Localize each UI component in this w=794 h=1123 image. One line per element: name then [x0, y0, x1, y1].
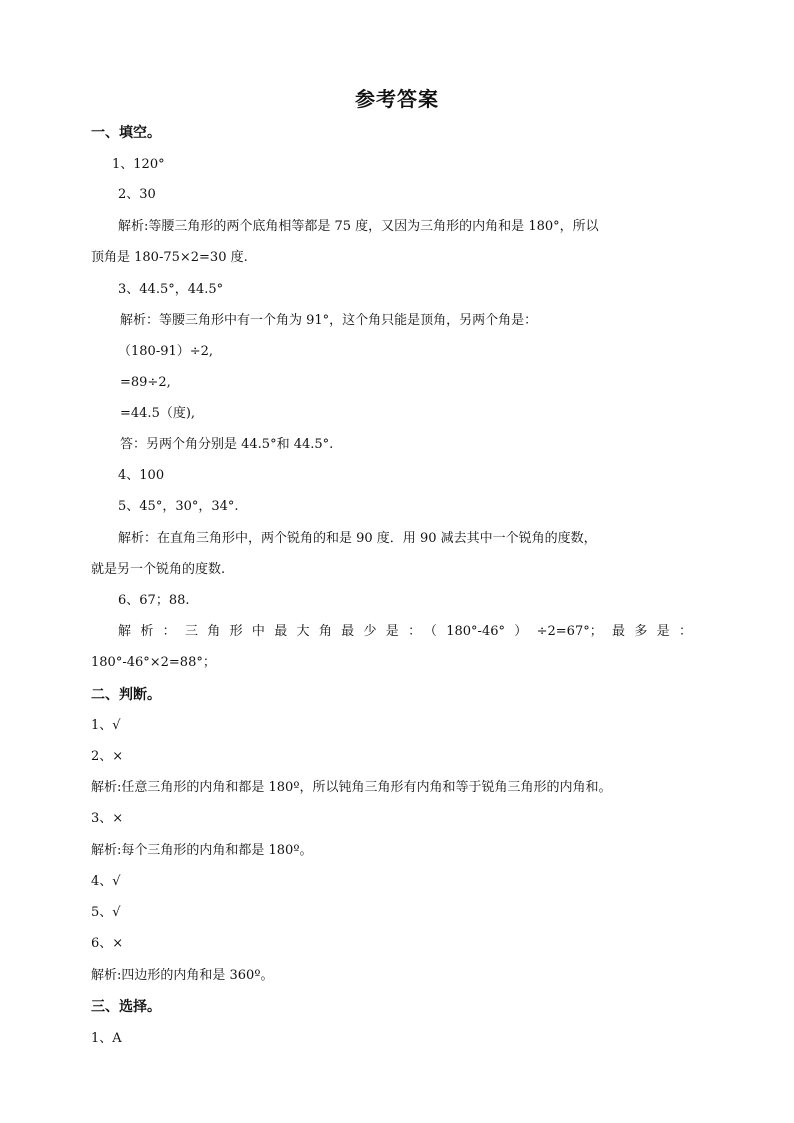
answer-2-5: 5、√: [91, 905, 121, 920]
answer-2-6: 6、×: [91, 936, 124, 951]
section-heading-true-false: 二、判断。: [91, 687, 161, 703]
page-title: 参考答案: [355, 87, 439, 111]
answer-2-4: 4、√: [91, 874, 121, 889]
explanation-1-5-line2: 就是另一个锐角的度数.: [91, 562, 226, 577]
explanation-2-6: 解析:四边形的内角和是 360º。: [91, 968, 274, 983]
explanation-1-3-line3: =89÷2,: [120, 375, 171, 390]
explanation-2-3: 解析:每个三角形的内角和都是 180º。: [91, 843, 313, 858]
answer-2-3: 3、×: [91, 811, 124, 826]
explanation-1-6-line2: 180°-46°×2=88°；: [91, 655, 216, 670]
explanation-1-6-line1: 解析：三角形中最大角最少是：（180°-46°）÷2=67°；最多是：: [118, 624, 692, 639]
explanation-1-5-line1: 解析：在直角三角形中，两个锐角的和是 90 度．用 90 减去其中一个锐角的度数，: [118, 531, 597, 546]
answer-1-1: 1、120°: [112, 157, 165, 172]
answer-2-2: 2、×: [91, 749, 124, 764]
answer-3-1: 1、A: [91, 1031, 122, 1046]
answer-2-1: 1、√: [91, 718, 121, 733]
answer-1-6: 6、67；88.: [118, 593, 190, 608]
section-heading-fill-blank: 一、填空。: [91, 125, 161, 141]
answer-1-5: 5、45°，30°，34°.: [118, 499, 239, 514]
explanation-1-2-line2: 顶角是 180-75×2=30 度.: [91, 250, 248, 265]
section-heading-choice: 三、选择。: [91, 999, 161, 1015]
explanation-1-3-line4: =44.5（度),: [120, 406, 196, 421]
explanation-2-2: 解析:任意三角形的内角和都是 180º，所以钝角三角形有内角和等于锐角三角形的内角和。: [91, 780, 612, 795]
answer-1-2: 2、30: [118, 187, 156, 202]
answer-1-3: 3、44.5°，44.5°: [118, 282, 224, 297]
explanation-1-3-line1: 解析：等腰三角形中有一个角为 91°，这个角只能是顶角，另两个角是：: [120, 313, 538, 328]
explanation-1-3-line5: 答：另两个角分别是 44.5°和 44.5°.: [120, 437, 334, 452]
answer-1-4: 4、100: [118, 468, 165, 483]
explanation-1-2-line1: 解析:等腰三角形的两个底角相等都是 75 度，又因为三角形的内角和是 180°，所以: [118, 219, 599, 234]
explanation-1-3-line2: （180-91）÷2,: [118, 344, 214, 359]
